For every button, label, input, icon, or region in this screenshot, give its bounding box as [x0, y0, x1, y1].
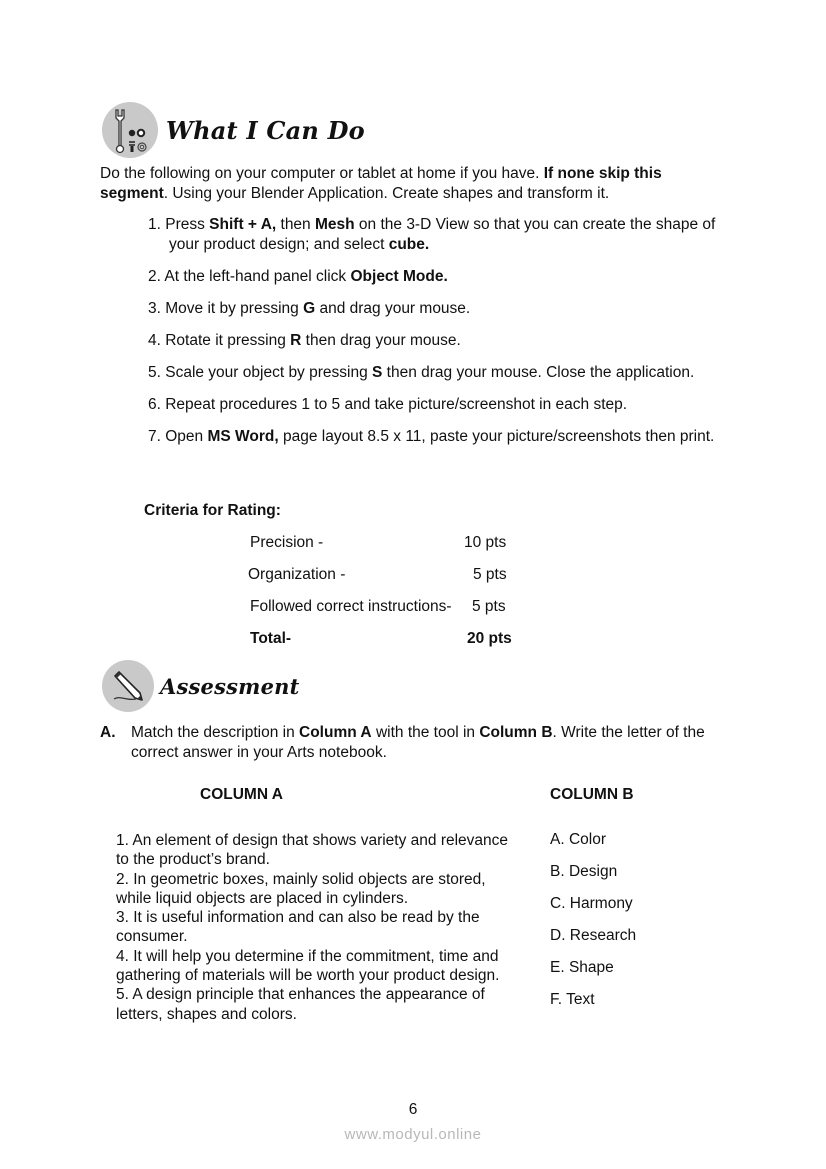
step-bold-text: Shift + A,: [209, 216, 277, 233]
column-a-header: COLUMN A: [200, 786, 283, 803]
step-text: 2. At the left-hand panel click: [148, 268, 351, 285]
assessment-header: [102, 660, 300, 712]
column-a-item: 2. In geometric boxes, mainly solid objects are stored, while liquid objects are placed in cylinders.: [116, 870, 486, 907]
column-b-list: [550, 830, 636, 1022]
intro-bold-text: If none skip this segment: [100, 165, 662, 202]
criteria-title: Criteria for Rating:: [144, 502, 281, 519]
intro-paragraph: [100, 164, 730, 204]
step-item: [148, 299, 738, 319]
step-item: [148, 427, 738, 447]
step-text: page layout 8.5 x 11, paste your picture/screenshots then print.: [278, 428, 715, 445]
column-a-item: 4. It will help you determine if the commitment, time and gathering of materials will be worth your product design.: [116, 947, 500, 985]
criteria-total-label: Total-: [250, 630, 292, 647]
column-a-item: 5. A design principle that enhances the appearance of letters, shapes and colors.: [116, 986, 485, 1023]
step-text: on the 3-D View so that you can create the shape of your product design; and select: [169, 216, 716, 253]
step-bold-text: cube.: [388, 236, 430, 253]
pencil-icon: [102, 660, 154, 712]
criteria-total-points: 20 pts: [467, 630, 512, 647]
instruction-letter: A.: [100, 724, 116, 741]
criteria-points: 5 pts: [473, 566, 507, 583]
watermark: www.modyul.online: [344, 1126, 482, 1143]
page-number: 6: [408, 1101, 418, 1118]
criteria-points: 10 pts: [464, 534, 507, 551]
step-item: [148, 331, 738, 351]
step-item: [148, 395, 738, 415]
step-bold-text: S: [372, 364, 383, 381]
column-b-header: COLUMN B: [550, 786, 634, 803]
assessment-instruction: [100, 723, 730, 763]
step-bold-text: G: [303, 300, 316, 317]
step-item: [148, 363, 738, 383]
instruction-bold: Column A: [299, 724, 372, 741]
step-text: 3. Move it by pressing: [148, 300, 304, 317]
steps-list: [148, 215, 738, 459]
step-text: 7. Open: [148, 428, 208, 445]
instruction-part: with the tool in: [371, 724, 480, 741]
step-text: and drag your mouse.: [315, 300, 471, 317]
step-bold-text: Object Mode.: [350, 268, 448, 285]
step-text: then drag your mouse.: [301, 332, 461, 349]
step-item: [148, 267, 738, 287]
step-item: [148, 215, 738, 255]
step-text: 6. Repeat procedures 1 to 5 and take picture/screenshot in each step.: [148, 396, 628, 413]
what-i-can-do-header: [102, 102, 365, 158]
column-b-item: A. Color: [550, 831, 606, 848]
wrench-tools-icon: [102, 102, 158, 158]
step-bold-text: R: [290, 332, 302, 349]
step-bold-text: Mesh: [314, 216, 355, 233]
column-a-item: 3. It is useful information and can also be read by the consumer.: [116, 909, 480, 946]
instruction-part: Match the description in: [131, 724, 300, 741]
section-title: Assessment: [160, 673, 300, 699]
column-a-item: 1. An element of design that shows variety and relevance to the product’s brand.: [116, 832, 509, 869]
step-bold-text: MS Word,: [207, 428, 279, 445]
column-b-item: E. Shape: [550, 959, 614, 976]
instruction-bold: Column B: [479, 724, 553, 741]
step-text: then drag your mouse. Close the application.: [382, 364, 695, 381]
column-b-item: F. Text: [550, 991, 595, 1008]
criteria-points: 5 pts: [472, 598, 506, 615]
intro-text-end: . Using your Blender Application. Create shapes and transform it.: [163, 185, 610, 202]
column-b-item: C. Harmony: [550, 895, 633, 912]
step-text: 4. Rotate it pressing: [148, 332, 291, 349]
section-title: What I Can Do: [166, 115, 365, 145]
column-a-list: [116, 831, 516, 1024]
instruction-part: . Write the letter of the correct answer in your Arts notebook.: [131, 724, 705, 761]
column-b-item: B. Design: [550, 863, 618, 880]
step-text: then: [276, 216, 315, 233]
step-text: 5. Scale your object by pressing: [148, 364, 373, 381]
step-text: 1. Press: [148, 216, 210, 233]
criteria-label: Organization -: [248, 566, 346, 583]
criteria-label: Precision -: [250, 534, 324, 551]
instruction-text: [131, 723, 730, 763]
column-b-item: D. Research: [550, 927, 637, 944]
criteria-label: Followed correct instructions-: [250, 598, 452, 615]
intro-text: Do the following on your computer or tablet at home if you have.: [100, 165, 544, 182]
